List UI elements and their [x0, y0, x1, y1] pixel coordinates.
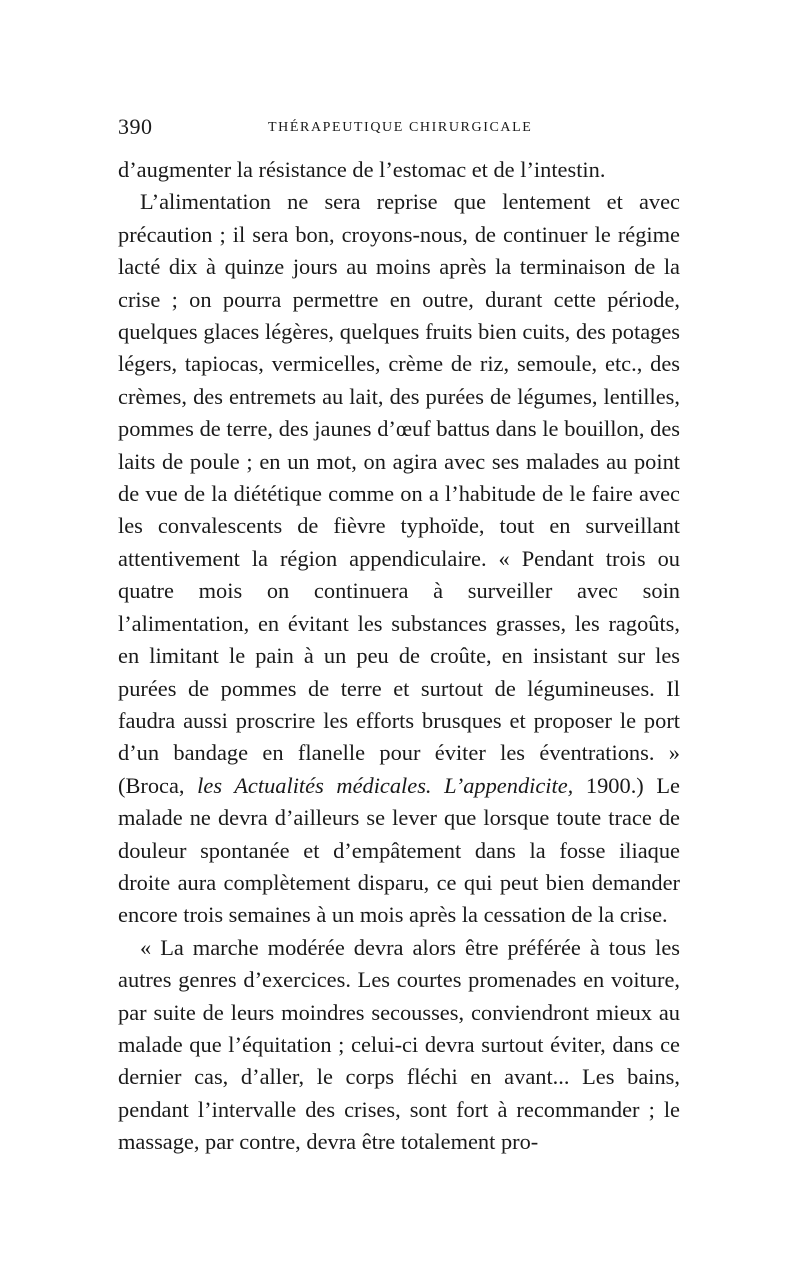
- running-head: [118, 114, 680, 144]
- citation-source: les Actualités médicales. L’appendicite,: [197, 772, 574, 798]
- running-title: THÉRAPEUTIQUE CHIRURGICALE: [268, 120, 533, 135]
- paragraph-diet-text-a: L’alimentation ne sera reprise que lentement et avec précaution ; il sera bon, croyons-nous, de continuer le régime lacté dix à quinze jours au moins après la terminaison de la crise ; on pourra permettre en outre, durant cette période, quelques glaces légères, quelques fruits bien cuits, des potages légers, tapiocas, vermicelles, crème de riz, semoule, etc., des crèmes, des entremets au lait, des purées de légumes, lentilles, pommes de terre, des jaunes d’œuf battus dans le bouillon, des laits de poule ; en un mot, on agira avec ses malades au point de vue de la diététique comme on a l’habitude de le faire avec les convalescents de fièvre typhoïde, tout en surveillant attentivement la région appendiculaire. « Pendant trois ou quatre mois on continuera à surveiller avec soin l’alimentation, en évitant les substances grasses, les ragoûts, en limitant le pain à un peu de croûte, en insistant sur les purées de pommes de terre et surtout de légumineuses. Il faudra aussi proscrire les efforts brusques et proposer le port d’un bandage en flanelle pour éviter les éventrations. » (Broca,: [118, 189, 680, 798]
- paragraph-continued: d’augmenter la résistance de l’estomac et de l’intestin.: [118, 157, 606, 182]
- body-text: [118, 154, 680, 1159]
- paragraph-diet: [118, 186, 680, 931]
- paragraph-exercise: « La marche modérée devra alors être préférée à tous les autres genres d’exercices. Les courtes promenades en voiture, par suite de leurs moindres secousses, conviendront mieux au malade que l’équitation ; celui-ci devra surtout éviter, dans ce dernier cas, d’aller, le corps fléchi en avant... Les bains, pendant l’intervalle des crises, sont fort à recommander ; le massage, par contre, devra être totalement pro-: [118, 934, 680, 1155]
- page-number: 390: [118, 114, 153, 139]
- paragraph-diet-text-b: 1900.) Le malade ne devra d’ailleurs se lever que lorsque toute trace de douleur spontanée et d’empâtement dans la fosse iliaque droite aura complètement disparu, ce qui peut bien demander encore trois semaines à un mois après la cessation de la crise.: [118, 772, 680, 928]
